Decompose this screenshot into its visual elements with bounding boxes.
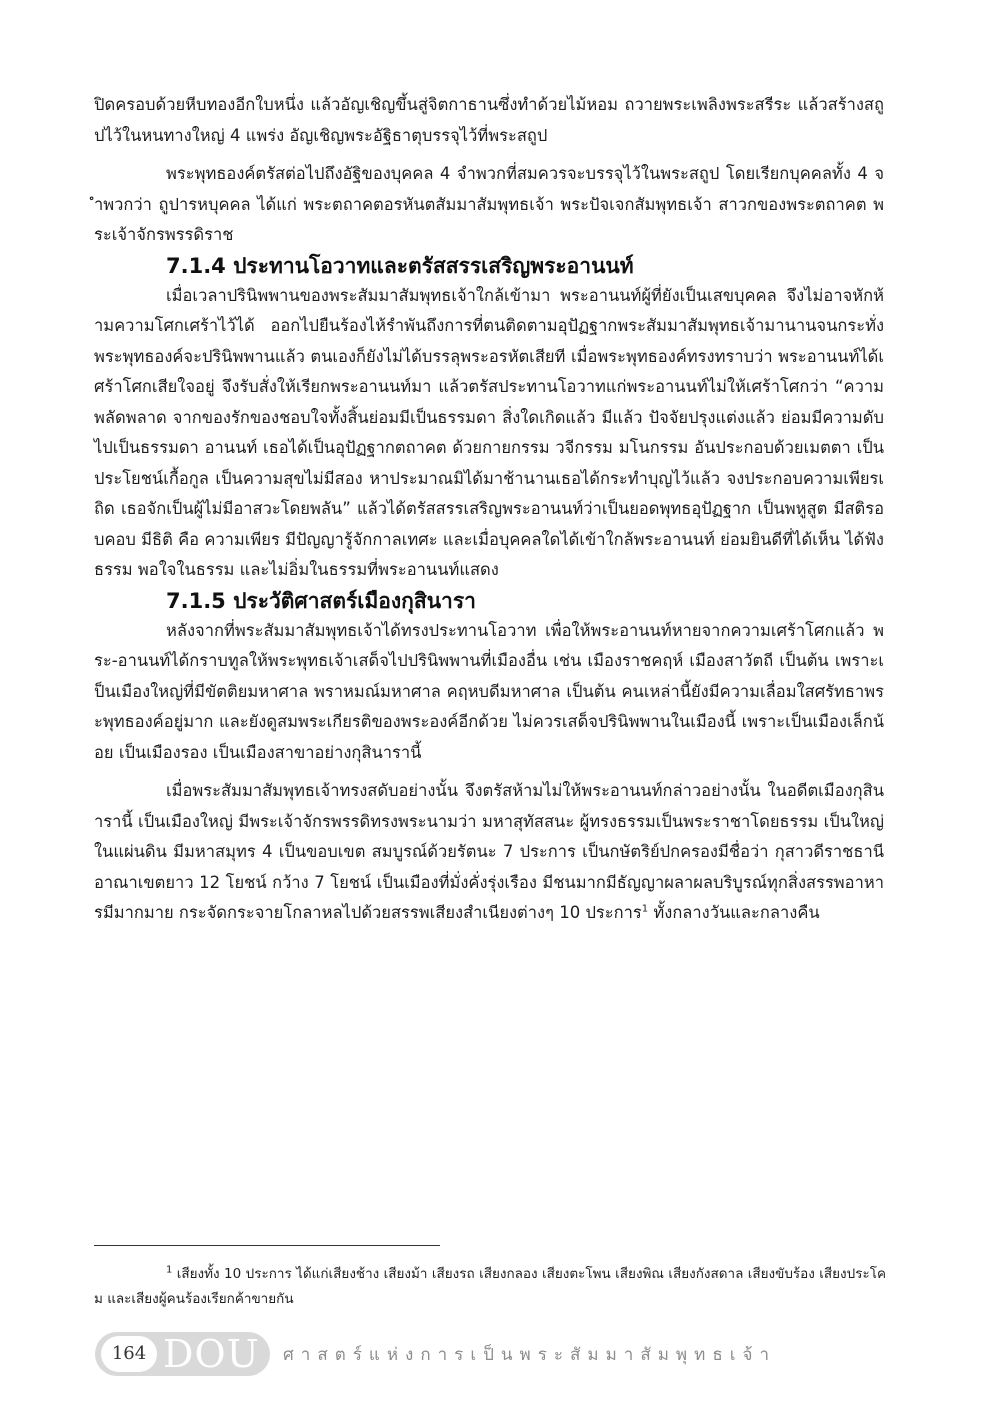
paragraph-kusinara-history	[94, 776, 884, 929]
paragraph-thupa-persons: พระพุทธองค์ตรัสต่อไปถึงอัฐิของบุคคล 4 จำพวกที่สมควรจะบรรจุไว้ในพระสถูป โดยเรียกบุคคลทั้ง 4 จำพวกว่า ถูปารหบุคคล ได้แก่ พระตถาคตอรหันตสัมมาสัมพุทธเจ้า พระปัจเจกสัมพุทธเจ้า สาวกของพระตถาคต พระเจ้าจักรพรรดิราช	[94, 164, 884, 244]
footnote	[94, 1262, 886, 1312]
footnote-marker: 1	[166, 1264, 173, 1276]
footnote-divider	[94, 1245, 440, 1246]
paragraph-kusinara-history-tail: ทั้งกลางวันและกลางคืน	[648, 903, 820, 922]
course-title: ศาสตร์แห่งการเป็นพระสัมมาสัมพุทธเจ้า	[283, 1345, 777, 1365]
paragraph-ananda-advice: เมื่อเวลาปรินิพพานของพระสัมมาสัมพุทธเจ้าใกล้เข้ามา พระอานนท์ผู้ที่ยังเป็นเสขบุคคล จึงไม่อาจหักห้ามความโศกเศร้าไว้ได้ ออกไปยืนร้องไห้รำพันถึงการที่ตนติดตามอุปัฏฐากพระสัมมาสัมพุทธเจ้ามานานจนกระทั่งพระพุทธองค์จะปรินิพพานแล้ว ตนเองก็ยังไม่ได้บรรลุพระอรหัตเสียที เมื่อพระพุทธองค์ทรงทราบว่า พระอานนท์ได้เศร้าโศกเสียใจอยู่ จึงรับสั่งให้เรียกพระอานนท์มา แล้วตรัสประทานโอวาทแก่พระอานนท์ไม่ให้เศร้าโศกว่า “ความพลัดพลาด จากของรักของชอบใจทั้งสิ้นย่อมมีเป็นธรรมดา สิ่งใดเกิดแล้ว มีแล้ว ปัจจัยปรุงแต่งแล้ว ย่อมมีความดับไปเป็นธรรมดา อานนท์ เธอได้เป็นอุปัฏฐากตถาคต ด้วยกายกรรม วจีกรรม มโนกรรม อันประกอบด้วยเมตตา เป็นประโยชน์เกื้อกูล เป็นความสุขไม่มีสอง หาประมาณมิได้มาช้านานเธอได้กระทำบุญไว้แล้ว จงประกอบความเพียรเถิด เธอจักเป็นผู้ไม่มีอาสวะโดยพลัน” แล้วได้ตรัสสรรเสริญพระอานนท์ว่าเป็นยอดพุทธอุปัฏฐาก เป็นพหูสูต มีสติรอบคอบ มีธิติ คือ ความเพียร มีปัญญารู้จักกาลเทศะ และเมื่อบุคคลใดได้เข้าใกล้พระอานนท์ ย่อมยินดีที่ได้เห็น ได้ฟังธรรม พอใจในธรรม และไม่อิ่มในธรรมที่พระอานนท์แสดง	[94, 285, 884, 579]
paragraph-kusinara-request: หลังจากที่พระสัมมาสัมพุทธเจ้าได้ทรงประทานโอวาท เพื่อให้พระอานนท์หายจากความเศร้าโศกแล้ว พระ-อานนท์ได้กราบทูลให้พระพุทธเจ้าเสด็จไปปรินิพพานที่เมืองอื่น เช่น เมืองราชคฤห์ เมืองสาวัตถี เป็นต้น เพราะเป็นเมืองใหญ่ที่มีขัตติยมหาศาล พราหมณ์มหาศาล คฤหบดีมหาศาล เป็นต้น คนเหล่านี้ยังมีความเลื่อมใสศรัทธาพระพุทธองค์อยู่มาก และยังดูสมพระเกียรติของพระองค์อีกด้วย ไม่ควรเสด็จปรินิพพานในเมืองนี้ เพราะเป็นเมืองเล็กน้อย เป็นเมืองรอง เป็นเมืองสาขาอย่างกุสินารานี้	[94, 620, 884, 762]
page-footer	[95, 1330, 895, 1380]
page-number: 164	[111, 1343, 147, 1364]
dou-logo: DOU	[163, 1332, 260, 1376]
paragraph-continuation: ปิดครอบด้วยหีบทองอีกใบหนึ่ง แล้วอัญเชิญขึ้นสู่จิตกาธานซึ่งทำด้วยไม้หอม ถวายพระเพลิงพระสรีระ แล้วสร้างสถูปไว้ในหนทางใหญ่ 4 แพร่ง อัญเชิญพระอัฐิธาตุบรรจุไว้ที่พระสถูป	[94, 95, 884, 145]
section-heading-7-1-4: 7.1.4 ประทานโอวาทและตรัสสรรเสริญพระอานนท์	[166, 253, 634, 278]
section-heading-7-1-5: 7.1.5 ประวัติศาสตร์เมืองกุสินารา	[166, 588, 476, 613]
footnote-text: เสียงทั้ง 10 ประการ ได้แก่เสียงช้าง เสียงม้า เสียงรถ เสียงกลอง เสียงตะโพน เสียงพิณ เสียงกังสดาล เสียงขับร้อง เสียงประโคม และเสียงผู้คนร้องเรียกค้าขายกัน	[94, 1266, 886, 1307]
footnote-reference[interactable]: 1	[641, 903, 649, 915]
page-content	[94, 90, 884, 929]
paragraph-kusinara-history-text: เมื่อพระสัมมาสัมพุทธเจ้าทรงสดับอย่างนั้น จึงตรัสห้ามไม่ให้พระอานนท์กล่าวอย่างนั้น ในอดีตเมืองกุสินารานี้ เป็นเมืองใหญ่ มีพระเจ้าจักรพรรดิทรงพระนามว่า มหาสุทัสสนะ ผู้ทรงธรรมเป็นพระราชาโดยธรรม เป็นใหญ่ในแผ่นดิน มีมหาสมุทร 4 เป็นขอบเขต สมบูรณ์ด้วยรัตนะ 7 ประการ เป็นกษัตริย์ปกครองมีชื่อว่า กุสาวดีราชธานี อาณาเขตยาว 12 โยชน์ กว้าง 7 โยชน์ เป็นเมืองที่มั่งคั่งรุ่งเรือง มีชนมากมีธัญญาผลาผลบริบูรณ์ทุกสิ่งสรรพอาหารมีมากมาย กระจัดกระจายโกลาหลไปด้วยสรรพเสียงสำเนียงต่างๆ 10 ประการ	[94, 781, 884, 922]
